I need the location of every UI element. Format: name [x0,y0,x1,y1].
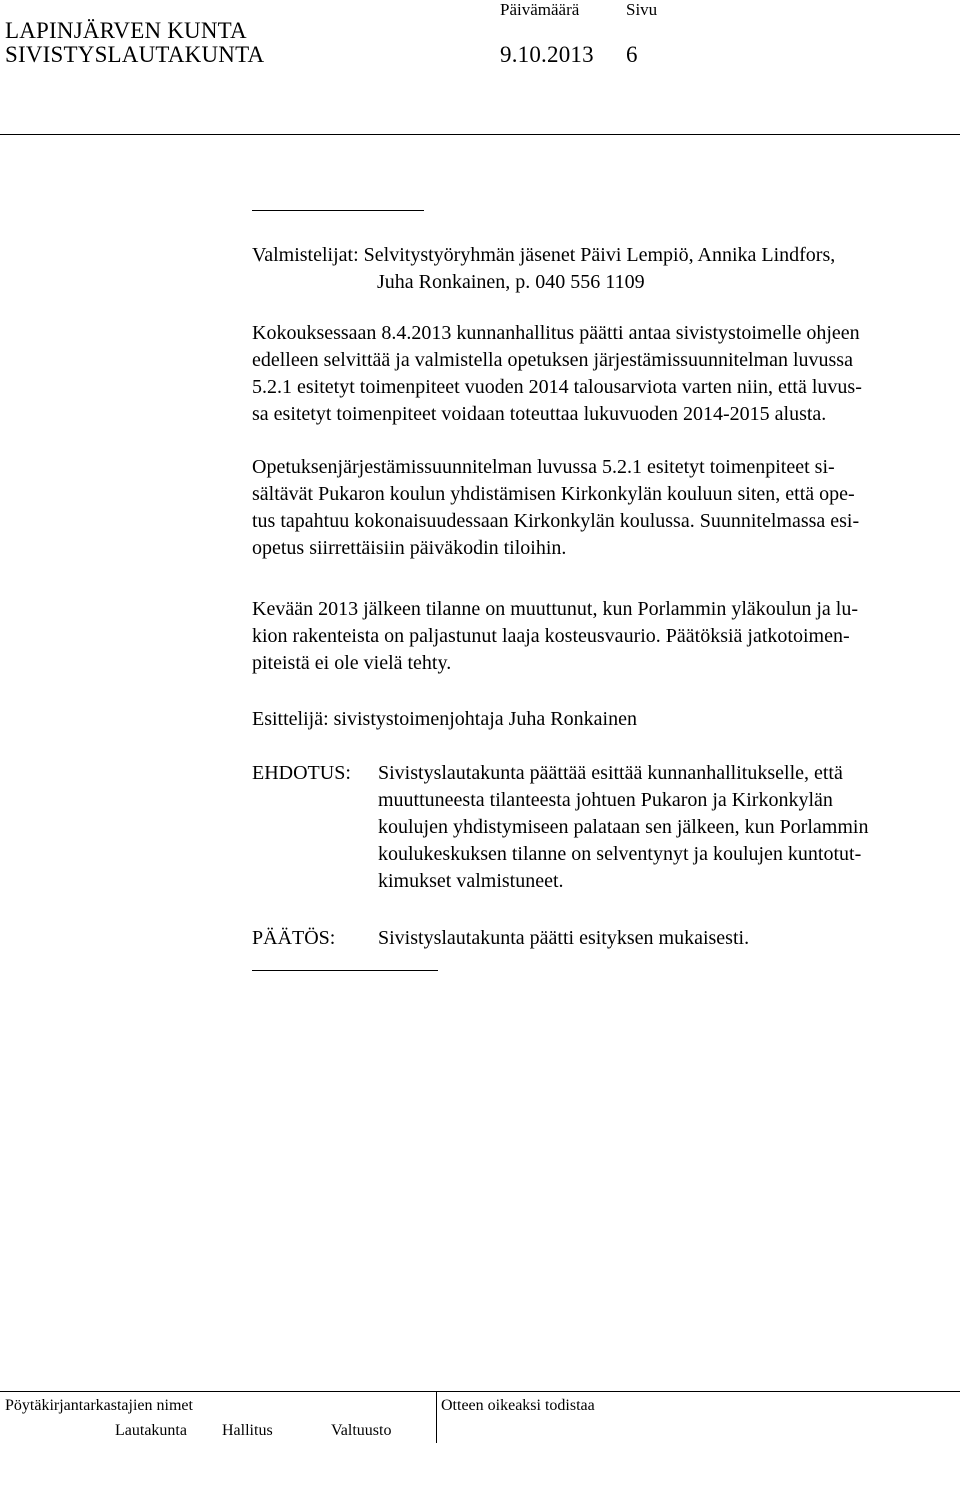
certified-label: Otteen oikeaksi todistaa [441,1397,595,1414]
proposal-line: koulukeskuksen tilanne on selventynyt ja koulujen kuntotut- [378,843,862,865]
paragraph-line: sältävät Pukaron koulun yhdistämisen Kirkonkylän kouluun siten, että ope- [252,483,855,505]
paragraph-2 [252,454,954,562]
preparers-line: Valmistelijat: Selvitystyöryhmän jäsenet Päivi Lempiö, Annika Lindfors, [252,244,836,266]
footer-divider [0,1391,960,1392]
proposal-line: koulujen yhdistymiseen palataan sen jälkeen, kun Porlammin [378,816,869,838]
section-start-line [252,210,424,211]
paragraph-line: 5.2.1 esitetyt toimenpiteet vuoden 2014 talousarviota varten niin, että luvus- [252,376,862,398]
checkers-label: Pöytäkirjantarkastajien nimet [5,1397,193,1414]
proposal-line: muuttuneesta tilanteesta johtuen Pukaron ja Kirkonkylän [378,789,833,811]
presenter-line: Esittelijä: sivistystoimenjohtaja Juha Ronkainen [252,708,637,730]
proposal-text [378,760,868,895]
header-divider [0,134,960,135]
paragraph-line: Opetuksenjärjestämissuunnitelman luvussa 5.2.1 esitetyt toimenpiteet si- [252,456,835,478]
paragraph-line: Kokouksessaan 8.4.2013 kunnanhallitus päätti antaa sivistystoimelle ohjeen [252,322,860,344]
paragraph-line: tus tapahtuu kokonaisuudessaan Kirkonkylän koulussa. Suunnitelmassa esi- [252,510,860,532]
date-label: Päivämäärä [500,0,580,19]
municipality-name: LAPINJÄRVEN KUNTA [5,18,247,43]
paragraph-line: sa esitetyt toimenpiteet voidaan toteuttaa lukuvuoden 2014-2015 alusta. [252,403,827,425]
proposal-label: EHDOTUS: [252,762,351,784]
body-hallitus: Hallitus [222,1422,273,1439]
paragraph-1 [252,320,954,428]
page-label: Sivu [626,0,658,19]
paragraph-line: piteistä ei ole vielä tehty. [252,652,452,674]
proposal-line: Sivistyslautakunta päättää esittää kunnanhallitukselle, että [378,762,843,784]
footer-column-divider [436,1391,437,1443]
proposal-line: kimukset valmistuneet. [378,870,564,892]
body-valtuusto: Valtuusto [331,1422,392,1439]
paragraph-line: opetus siirrettäisiin päiväkodin tiloihin. [252,537,567,559]
decision-text: Sivistyslautakunta päätti esityksen mukaisesti. [378,927,750,949]
preparers-line: Juha Ronkainen, p. 040 556 1109 [377,271,645,293]
paragraph-3 [252,596,954,677]
preparers-block [252,242,954,296]
board-name: SIVISTYSLAUTAKUNTA [5,42,265,67]
page-number: 6 [626,42,638,67]
paragraph-line: edelleen selvittää ja valmistella opetuksen järjestämissuunnitelman luvussa [252,349,853,371]
meeting-date: 9.10.2013 [500,42,594,67]
paragraph-line: kion rakenteista on paljastunut laaja kosteusvaurio. Päätöksiä jatkotoimen- [252,625,850,647]
paragraph-line: Kevään 2013 jälkeen tilanne on muuttunut, kun Porlammin yläkoulun ja lu- [252,598,858,620]
section-end-line [252,970,438,971]
decision-label: PÄÄTÖS: [252,927,336,949]
body-lautakunta: Lautakunta [115,1422,187,1439]
